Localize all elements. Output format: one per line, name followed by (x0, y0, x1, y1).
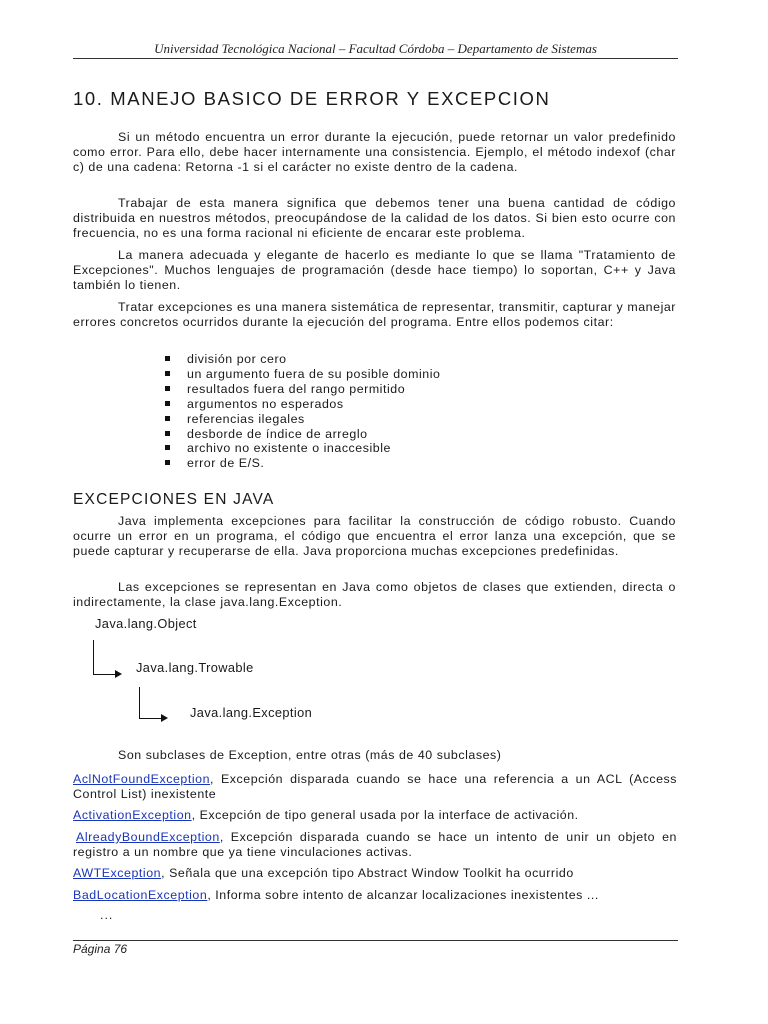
bullet-square-icon (165, 386, 170, 391)
section-paragraph-1: Java implementa excepciones para facilitar la construcción de código robusto. Cuando ocurre un error en un programa, el código que encuentra el error lanza una excepción, que se puede capturar y recuperarse de ella. Java proporciona muchas excepciones predefinidas. (73, 514, 676, 558)
page-number: Página 76 (73, 942, 128, 956)
list-item: archivo no existente o inaccesible (163, 441, 440, 456)
hierarchy-exception-label: Java.lang.Exception (190, 705, 313, 720)
continuation-ellipsis: ... (100, 908, 114, 922)
intro-paragraph-4: Tratar excepciones es una manera sistemática de representar, transmitir, capturar y manejar errores concretos ocurridos durante la ejecución del programa. Entre ellos podemos citar: (73, 300, 676, 329)
arrow-right-icon (93, 674, 120, 675)
page-header: Universidad Tecnológica Nacional – Facultad Córdoba – Departamento de Sistemas (154, 41, 597, 56)
chapter-title: 10. MANEJO BASICO DE ERROR Y EXCEPCION (73, 88, 551, 109)
arrow-right-icon (139, 718, 166, 719)
header-divider (73, 58, 678, 59)
exception-link[interactable]: AlreadyBoundException (76, 830, 220, 844)
intro-paragraph-2: Trabajar de esta manera significa que debemos tener una buena cantidad de código distribuida en nuestros métodos, preocupándose de la calidad de los datos. Si bien esto ocurre con frecuencia, no es una forma racional ni eficiente de encarar este problema. (73, 196, 676, 240)
hierarchy-connector-line (93, 640, 94, 674)
list-item: argumentos no esperados (163, 397, 440, 412)
list-item: desborde de índice de arreglo (163, 427, 440, 442)
list-item: resultados fuera del rango permitido (163, 382, 440, 397)
list-item: error de E/S. (163, 456, 440, 471)
exception-link[interactable]: AWTException (73, 866, 162, 880)
hierarchy-object-label: Java.lang.Object (95, 616, 197, 631)
bullet-square-icon (165, 416, 170, 421)
exception-entry: ActivationException, Excepción de tipo general usada por la interface de activación. (73, 808, 579, 822)
bullet-square-icon (165, 445, 170, 450)
exception-link[interactable]: AclNotFoundException (73, 772, 211, 786)
hierarchy-connector-line (139, 687, 140, 718)
list-item: división por cero (163, 352, 440, 367)
section-paragraph-2: Las excepciones se representan en Java como objetos de clases que extienden, directa o indirectamente, la clase java.lang.Exception. (73, 580, 676, 609)
footer-divider (73, 940, 678, 941)
intro-paragraph-3: La manera adecuada y elegante de hacerlo es mediante lo que se llama "Tratamiento de Excepciones". Muchos lenguajes de programación (desde hace tiempo) lo soportan, C++ y Java también lo tienen. (73, 248, 676, 292)
list-item: un argumento fuera de su posible dominio (163, 367, 440, 382)
exception-entry: AWTException, Señala que una excepción tipo Abstract Window Toolkit ha ocurrido (73, 866, 574, 880)
exception-entry: BadLocationException, Informa sobre intento de alcanzar localizaciones inexistentes ... (73, 888, 599, 902)
bullet-square-icon (165, 431, 170, 436)
error-types-list (163, 352, 440, 471)
exception-entry: AclNotFoundException, Excepción disparada cuando se hace una referencia a un ACL (Access Control List) inexistente (73, 772, 677, 801)
bullet-square-icon (165, 356, 170, 361)
exception-entry: AlreadyBoundException, Excepción disparada cuando se hace un intento de unir un objeto en registro a un nombre que ya tiene vinculaciones activas. (73, 830, 677, 859)
hierarchy-trowable-label: Java.lang.Trowable (136, 660, 254, 675)
exception-link[interactable]: BadLocationException (73, 888, 208, 902)
document-page (73, 0, 678, 1024)
intro-paragraph-1: Si un método encuentra un error durante la ejecución, puede retornar un valor predefinido como error. Para ello, debe hacer internamente una consistencia. Ejemplo, el método indexof (char c) de una cadena: Retorna -1 si el carácter no existe dentro de la cadena. (73, 130, 676, 174)
subclasses-intro: Son subclases de Exception, entre otras (más de 40 subclases) (118, 748, 502, 762)
exception-link[interactable]: ActivationException (73, 808, 192, 822)
bullet-square-icon (165, 371, 170, 376)
section-title: EXCEPCIONES EN JAVA (73, 491, 275, 508)
list-item: referencias ilegales (163, 412, 440, 427)
bullet-square-icon (165, 401, 170, 406)
bullet-square-icon (165, 460, 170, 465)
